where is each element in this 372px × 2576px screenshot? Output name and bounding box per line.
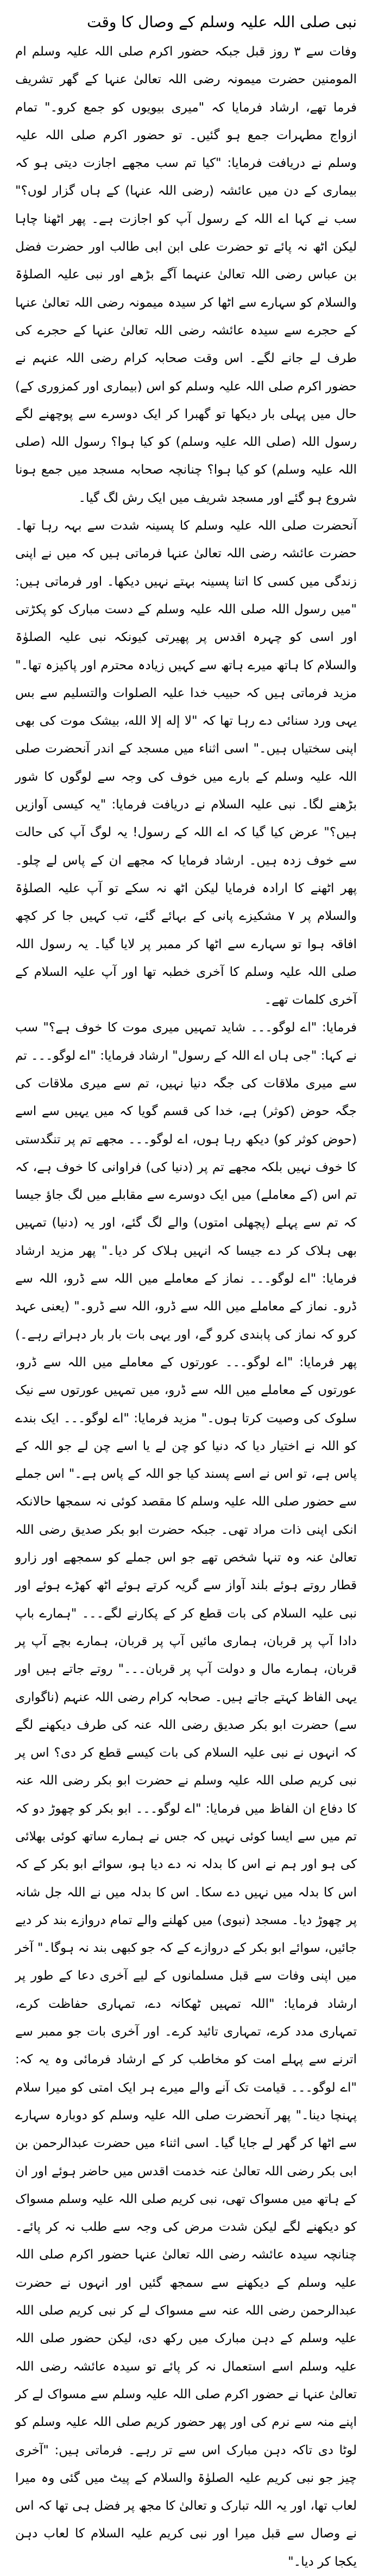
article-title: نبی صلی اللہ علیہ وسلم کے وصال کا وقت (86, 13, 357, 31)
article-paragraph-3: فرمایا: "اے لوگو۔۔۔ شاید تمہیں میری موت کا خوف ہے؟" سب نے کہا: "جی ہاں اے اللہ کے رسول" ارشاد فرمایا: "اے لوگو۔۔۔ تم سے میری ملاقات کی جگہ دنیا نہیں، تم سے میری ملاقات کی جگہ حوض (کوثر) ہے، خدا کی قسم گویا کہ میں یہیں سے اسے (حوض کوثر کو) دیکھ رہا ہوں، اے لوگو۔۔۔ مجھے تم پر تنگدستی کا خوف نہیں بلکہ مجھے تم پر (دنیا کی) فراوانی کا خوف ہے، کہ تم اس (کے معاملے) میں ایک دوسرے سے مقابلے میں لگ جاؤ جیسا کہ تم سے پہلے (پچھلی امتوں) والے لگ گئے، اور یہ (دنیا) تمہیں بھی ہلاک کر دے جیسا کہ انہیں ہلاک کر دیا۔" پھر مزید ارشاد فرمایا: "اے لوگو۔۔۔ نماز کے معاملے میں اللہ سے ڈرو، اللہ سے ڈرو۔ نماز کے معاملے میں اللہ سے ڈرو، اللہ سے ڈرو۔" (یعنی عہد کرو کہ نماز کی پابندی کرو گے، اور یہی بات بار بار دہراتے رہے۔) پھر فرمایا: "اے لوگو۔۔۔ عورتوں کے معاملے میں اللہ سے ڈرو، عورتوں کے معاملے میں اللہ سے ڈرو، میں تمہیں عورتوں سے نیک سلوک کی وصیت کرتا ہوں۔" مزید فرمایا: "اے لوگو۔۔۔ ایک بندے کو اللہ نے اختیار دیا کہ دنیا کو چن لے یا اسے چن لے جو اللہ کے پاس ہے، تو اس نے اسے پسند کیا جو اللہ کے پاس ہے۔" اس جملے سے حضور صلی اللہ علیہ وسلم کا مقصد کوئی نہ سمجھا حالانکہ انکی اپنی ذات مراد تھی۔ جبکہ حضرت ابو بکر صدیق رضی اللہ تعالیٰ عنہ وہ تنہا شخص تھے جو اس جملے کو سمجھے اور زارو قطار روتے ہوئے بلند آواز سے گریہ کرتے ہوئے اٹھ کھڑے ہوئے اور نبی علیہ السلام کی بات قطع کر کے پکارنے لگے۔۔۔ "ہمارے باپ دادا آپ پر قربان، ہماری مائیں آپ پر قربان، ہمارے بچے آپ پر قربان، ہمارے مال و دولت آپ پر قربان۔۔۔" روتے جاتے ہیں اور یہی الفاظ کہتے جاتے ہیں۔ صحابہ کرام رضی اللہ عنہم (ناگواری سے) حضرت ابو بکر صدیق رضی اللہ عنہ کی طرف دیکھنے لگے کہ انہوں نے نبی علیہ السلام کی بات کیسے قطع کر دی؟ اس پر نبی کریم صلی اللہ علیہ وسلم نے حضرت ابو بکر رضی اللہ عنہ کا دفاع ان الفاظ میں فرمایا: "اے لوگو۔۔۔ ابو بکر کو چھوڑ دو کہ تم میں سے ایسا کوئی نہیں کہ جس نے ہمارے ساتھ کوئی بھلائی کی ہو اور ہم نے اس کا بدلہ نہ دے دیا ہو، سوائے ابو بکر کے کہ اس کا بدلہ میں نہیں دے سکا۔ اس کا بدلہ میں نے اللہ جل شانہ پر چھوڑ دیا۔ مسجد (نبوی) میں کھلنے والے تمام دروازے بند کر دیے جائیں، سوائے ابو بکر کے دروازے کے کہ جو کبھی بند نہ ہوگا۔" آخر میں اپنی وفات سے قبل مسلمانوں کے لیے آخری دعا کے طور پر ارشاد فرمایا: "اللہ تمہیں ٹھکانہ دے، تمہاری حفاظت کرے، تمہاری مدد کرے، تمہاری تائید کرے۔ اور آخری بات جو ممبر سے اترنے سے پہلے امت کو مخاطب کر کے ارشاد فرمائی وہ یہ کہ: "اے لوگو۔۔۔ قیامت تک آنے والے میرے ہر ایک امتی کو میرا سلام پہنچا دینا۔" پھر آنحضرت صلی اللہ علیہ وسلم کو دوبارہ سہارے سے اٹھا کر گھر لے جایا گیا۔ اسی اثناء میں حضرت عبدالرحمن بن ابی بکر رضی اللہ تعالیٰ عنہ خدمت اقدس میں حاضر ہوئے اور ان کے ہاتھ میں مسواک تھی، نبی کریم صلی اللہ علیہ وسلم مسواک کو دیکھنے لگے لیکن شدت مرض کی وجہ سے طلب نہ کر پائے۔ چنانچہ سیدہ عائشہ رضی اللہ تعالیٰ عنہا حضور اکرم صلی اللہ علیہ وسلم کے دیکھنے سے سمجھ گئیں اور انہوں نے حضرت عبدالرحمن رضی اللہ عنہ سے مسواک لے کر نبی کریم صلی اللہ علیہ وسلم کے دہن مبارک میں رکھ دی، لیکن حضور صلی اللہ علیہ وسلم اسے استعمال نہ کر پائے تو سیدہ عائشہ رضی اللہ تعالیٰ عنہا نے حضور اکرم صلی اللہ علیہ وسلم سے مسواک لے کر اپنے منہ سے نرم کی اور پھر حضور کریم صلی اللہ علیہ وسلم کو لوٹا دی تاکہ دہن مبارک اس سے تر رہے۔ فرماتی ہیں: "آخری چیز جو نبی کریم علیہ الصلوٰۃ والسلام کے پیٹ میں گئی وہ میرا لعاب تھا، اور یہ اللہ تبارک و تعالیٰ کا مجھ پر فضل ہی تھا کہ اس نے وصال سے قبل میرا اور نبی کریم علیہ السلام کا لعاب دہن یکجا کر دیا۔" (15, 1021, 357, 2569)
article-paragraph-2: آنحضرت صلی اللہ علیہ وسلم کا پسینہ شدت سے بہہ رہا تھا۔ حضرت عائشہ رضی اللہ تعالیٰ عنہا فرماتی ہیں کہ میں نے اپنی زندگی میں کسی کا اتنا پسینہ بہتے نہیں دیکھا۔ اور فرماتی ہیں: "میں رسول اللہ صلی اللہ علیہ وسلم کے دست مبارک کو پکڑتی اور اسی کو چہرہ اقدس پر پھیرتی کیونکہ نبی علیہ الصلوٰۃ والسلام کا ہاتھ میرے ہاتھ سے کہیں زیادہ محترم اور پاکیزہ تھا۔" مزید فرماتی ہیں کہ حبیب خدا علیہ الصلوات والتسلیم سے بس یہی ورد سنائی دے رہا تھا کہ "لا إله إلا الله، بیشک موت کی بھی اپنی سختیاں ہیں۔" اسی اثناء میں مسجد کے اندر آنحضرت صلی اللہ علیہ وسلم کے بارے میں خوف کی وجہ سے لوگوں کا شور بڑھنے لگا۔ نبی علیہ السلام نے دریافت فرمایا: "یہ کیسی آوازیں ہیں؟" عرض کیا گیا کہ اے اللہ کے رسول! یہ لوگ آپ کی حالت سے خوف زدہ ہیں۔ ارشاد فرمایا کہ مجھے ان کے پاس لے چلو۔ پھر اٹھنے کا ارادہ فرمایا لیکن اٹھ نہ سکے تو آپ علیہ الصلوٰۃ والسلام پر ۷ مشکیزے پانی کے بہائے گئے، تب کہیں جا کر کچھ افاقہ ہوا تو سہارے سے اٹھا کر ممبر پر لایا گیا۔ یہ رسول اللہ صلی اللہ علیہ وسلم کا آخری خطبہ تھا اور آپ علیہ السلام کے آخری کلمات تھے۔ (15, 519, 357, 1007)
article-paragraph-1: وفات سے ۳ روز قبل جبکہ حضور اکرم صلی اللہ علیہ وسلم ام المومنین حضرت میمونہ رضی اللہ تعالیٰ عنہا کے گھر تشریف فرما تھے، ارشاد فرمایا کہ "میری بیویوں کو جمع کرو۔" تمام ازواج مطہرات جمع ہو گئیں۔ تو حضور اکرم صلی اللہ علیہ وسلم نے دریافت فرمایا: "کیا تم سب مجھے اجازت دیتی ہو کہ بیماری کے دن میں عائشہ (رضی اللہ عنہا) کے ہاں گزار لوں؟" سب نے کہا اے اللہ کے رسول آپ کو اجازت ہے۔ پھر اٹھنا چاہا لیکن اٹھ نہ پائے تو حضرت علی ابن ابی طالب اور حضرت فضل بن عباس رضی اللہ تعالیٰ عنہما آگے بڑھے اور نبی علیہ الصلوٰۃ والسلام کو سہارے سے اٹھا کر سیدہ میمونہ رضی اللہ تعالیٰ عنہا کے حجرے سے سیدہ عائشہ رضی اللہ تعالیٰ عنہا کے حجرے کی طرف لے جانے لگے۔ اس وقت صحابہ کرام رضی اللہ عنہم نے حضور اکرم صلی اللہ علیہ وسلم کو اس (بیماری اور کمزوری کے) حال میں پہلی بار دیکھا تو گھبرا کر ایک دوسرے سے پوچھنے لگے رسول اللہ (صلی اللہ علیہ وسلم) کو کیا ہوا؟ رسول اللہ (صلی اللہ علیہ وسلم) کو کیا ہوا؟ چنانچہ صحابہ مسجد میں جمع ہونا شروع ہو گئے اور مسجد شریف میں ایک رش لگ گیا۔ (15, 45, 357, 505)
